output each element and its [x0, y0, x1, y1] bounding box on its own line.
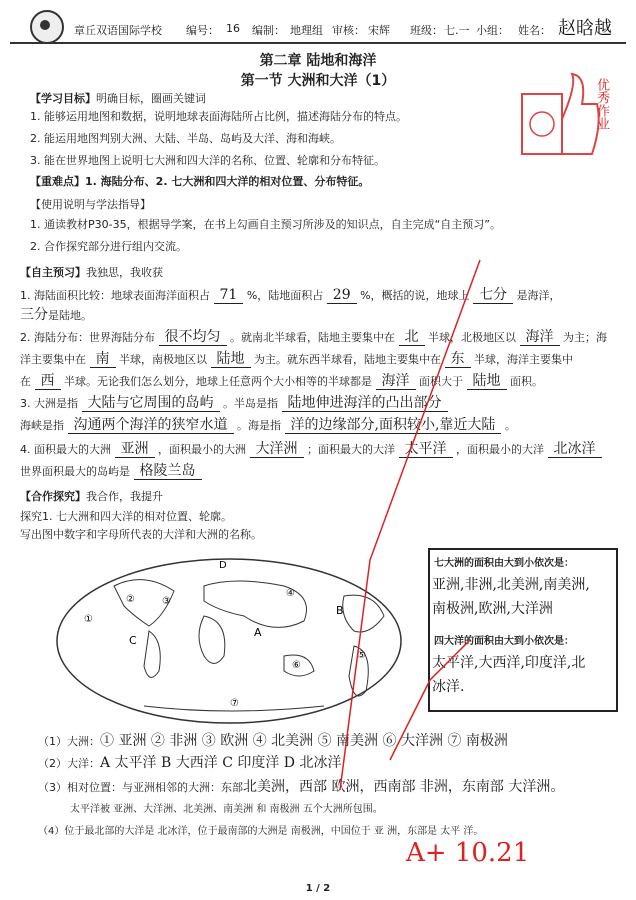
teacher-grade: A+ 10.21 — [406, 838, 530, 868]
usage-1: 1. 通读教材P30-35，根据导学案，在书上勾画自主预习所涉及的知识点，自主完成“自主预习”。 — [30, 218, 501, 231]
page-number: 1 / 2 — [305, 883, 331, 894]
name-label: 姓名： — [518, 24, 551, 37]
class-label: 班级： — [410, 24, 443, 37]
oceans-order-answer-2: 冰洋. — [432, 679, 465, 695]
class-value: 七.一 — [444, 24, 470, 37]
preview-heading: 【自主预习】我独思，我收获 — [20, 266, 163, 279]
map-label-d: D — [219, 560, 227, 571]
q1-line-1: 1. 海陆面积比较：地球表面海洋面积占 71 %，陆地面积占 29 %，概括的说，地球上 七分 是海洋， — [20, 287, 561, 303]
answer-relative-position: （3）相对位置：与亚洲相邻的大洲：东部北美洲，西部 欧洲，西南部 非洲，东南部 大洋洲。 — [38, 779, 565, 795]
continents-order-title: 七大洲的面积由大到小依次是： — [434, 558, 574, 569]
map-label-b: B — [336, 604, 344, 617]
group-label: 小组： — [476, 24, 509, 37]
goal-3: 3. 能在世界地图上说明七大洲和四大洋的名称、位置、轮廓和分布特征。 — [30, 154, 385, 167]
student-signature: 赵晗越 — [558, 18, 612, 39]
map-label-5: ⑤ — [357, 650, 366, 661]
answer-north-south: （4）位于最北部的大洋是 北冰洋，位于最南部的大洲是 南极洲，中国位于 亚 洲，东部是 太平 洋。 — [38, 826, 484, 837]
map-label-1: ① — [84, 614, 93, 625]
reviewer-value: 宋辉 — [368, 24, 390, 37]
teacher-check-marks — [330, 240, 550, 800]
header-bar — [10, 8, 626, 44]
q3-line-1: 3. 大洲是指 大陆与它周围的岛屿 。半岛是指 陆地伸进海洋的凸出部分 — [20, 392, 448, 412]
continents-order-answer-1: 亚洲,非洲,北美洲,南美洲, — [432, 577, 590, 593]
map-label-c: C — [129, 634, 137, 647]
q2-line-2: 洋主要集中在 南 半球，南极地区以 陆地 为主。就东西半球看，陆地主要集中在 东 半球，海洋主要集中 — [20, 351, 573, 367]
oceans-order-title: 四大洋的面积由大到小依次是： — [434, 636, 574, 647]
answer-pacific-surround: 太平洋被 亚洲、大洋洲、北美洲、南美洲 和 南极洲 五个大洲所包围。 — [70, 804, 383, 815]
continents-order-answer-2: 南极洲,欧洲,大洋洲 — [432, 601, 553, 617]
map-label-2: ② — [126, 594, 135, 605]
coop-intro: 写出图中数字和字母所代表的大洋和大洲的名称。 — [20, 528, 262, 541]
map-label-3: ③ — [162, 596, 171, 607]
map-label-a: A — [254, 626, 262, 639]
q1-line-2: 三分是陆地。 — [20, 307, 92, 323]
oceans-order-answer-1: 太平洋,大西洋,印度洋,北 — [432, 655, 586, 671]
map-label-4: ④ — [286, 588, 295, 599]
answer-continents: （1）大洲：① 亚洲 ② 非洲 ③ 欧洲 ④ 北美洲 ⑤ 南美洲 ⑥ 大洋洲 ⑦ 南极洲 — [38, 733, 508, 749]
section-title: 第一节 大洲和大洋（1） — [240, 73, 396, 89]
reviewer-label: 审核： — [332, 24, 365, 37]
map-label-7: ⑦ — [230, 698, 239, 709]
author-label: 编制： — [252, 24, 285, 37]
q4-line-1: 4. 面积最大的大洲 亚洲 ，面积最小的大洲 大洋洲 ；面积最大的大洋 太平洋 ，面积最小的大洋 北冰洋 — [20, 438, 602, 458]
usage-heading: 【使用说明与学法指导】 — [30, 198, 151, 211]
q2-line-3: 在 西 半球。无论我们怎么划分，地球上任意两个大小相等的半球都是 海洋 面积大于 陆地 面积。 — [20, 373, 543, 389]
usage-2: 2. 合作探究部分进行组内交流。 — [30, 240, 187, 253]
school-name: 章丘双语国际学校 — [74, 24, 162, 37]
q3-line-2: 海峡是指 沟通两个海洋的狭窄水道 。海是指 洋的边缘部分,面积较小,靠近大陆 。 — [20, 417, 516, 433]
goal-2: 2. 能运用地图判别大洲、大陆、半岛、岛屿及大洋、海和海峡。 — [30, 132, 341, 145]
map-label-6: ⑥ — [292, 660, 301, 671]
coop-heading: 【合作探究】我合作，我提升 — [20, 490, 163, 503]
school-logo-icon — [30, 10, 64, 44]
author-value: 地理组 — [290, 24, 323, 37]
number-value: 16 — [226, 22, 240, 35]
number-label: 编号： — [186, 24, 219, 37]
q4-line-2: 世界面积最大的岛屿是 格陵兰岛 — [20, 460, 202, 480]
goal-1: 1. 能够运用地图和数据，说明地球表面海陆所占比例，描述海陆分布的特点。 — [30, 110, 407, 123]
goals-heading: 【学习目标】明确目标，圈画关键词 — [30, 92, 206, 105]
q2-line-1: 2. 海陆分布：世界海陆分布 很不均匀 。就南北半球看，陆地主要集中在 北 半球，北极地区以 海洋 为主；海 — [20, 329, 607, 345]
chapter-title: 第二章 陆地和海洋 — [259, 53, 377, 69]
stamp-text: 优秀作业 — [594, 78, 609, 130]
key-points: 【重难点】1. 海陆分布、2. 七大洲和四大洋的相对位置、分布特征。 — [30, 175, 370, 188]
coop-title: 探究1. 七大洲和四大洋的相对位置、轮廓。 — [20, 510, 232, 523]
answer-oceans: （2）大洋：A 太平洋 B 大西洋 C 印度洋 D 北冰洋 — [38, 755, 342, 771]
